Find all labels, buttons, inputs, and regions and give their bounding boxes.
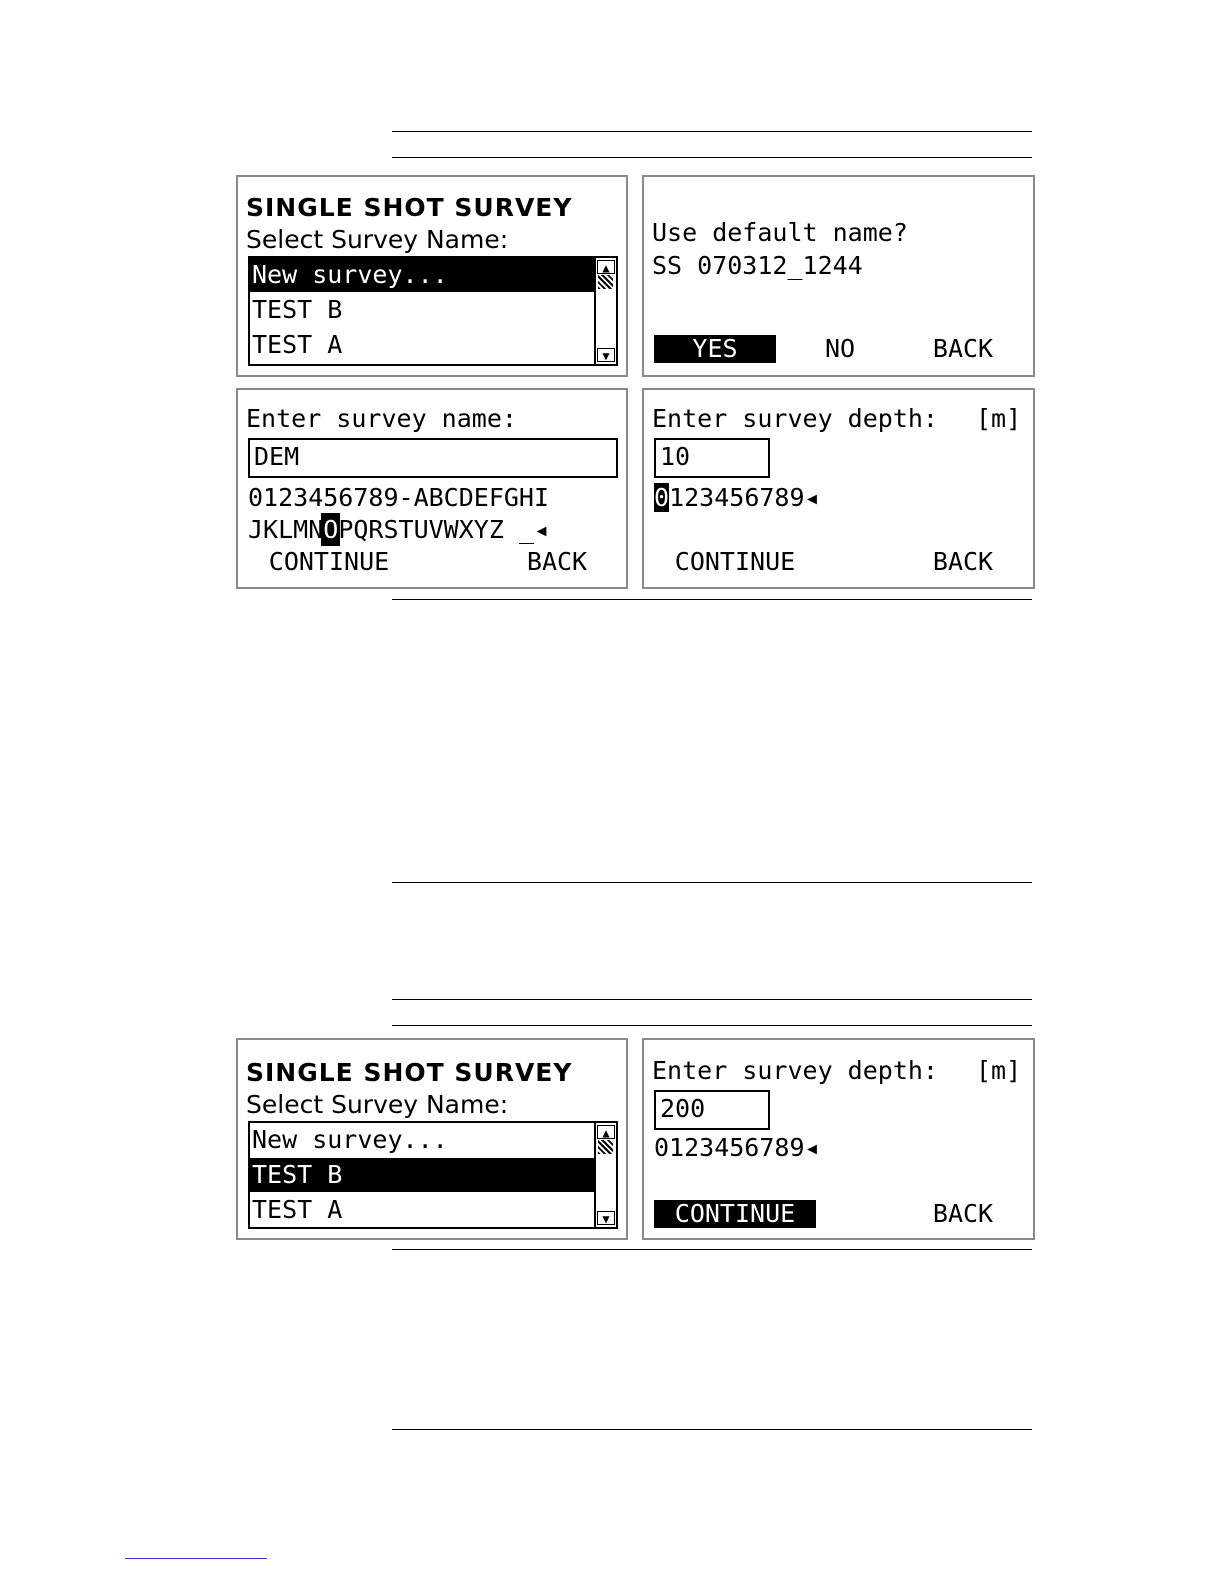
rule — [392, 1429, 1032, 1430]
depth-unit: [m] — [976, 1056, 1022, 1085]
enter-icon[interactable]: ◂ — [804, 1133, 820, 1162]
screen-title: SINGLE SHOT SURVEY — [246, 193, 573, 222]
list-item[interactable]: TEST B — [252, 295, 343, 324]
back-button[interactable]: BACK — [526, 547, 588, 576]
enter-depth-screen-2 — [642, 1038, 1035, 1240]
rule — [392, 157, 1032, 158]
select-survey-screen — [236, 175, 628, 377]
scroll-up-icon[interactable]: ▲ — [597, 260, 615, 274]
rule — [392, 1025, 1032, 1026]
scrollbar[interactable] — [594, 258, 616, 364]
continue-button[interactable]: CONTINUE — [268, 547, 390, 576]
enter-depth-screen — [642, 388, 1035, 589]
list-item[interactable]: TEST A — [252, 1195, 343, 1224]
enter-icon[interactable]: ◂ — [534, 515, 550, 544]
default-name-screen — [642, 175, 1035, 377]
digits: 0123456789 — [654, 1133, 805, 1162]
back-button[interactable]: BACK — [932, 547, 994, 576]
scroll-down-icon[interactable]: ▼ — [597, 348, 615, 362]
digit-row[interactable] — [654, 483, 820, 513]
chars-before: JKLMN — [248, 515, 324, 544]
survey-list[interactable] — [248, 256, 618, 366]
list-item[interactable]: TEST B — [250, 1158, 594, 1192]
selected-char[interactable]: O — [323, 515, 339, 544]
select-prompt: Select Survey Name: — [246, 225, 509, 254]
scrollbar[interactable] — [594, 1123, 616, 1227]
continue-button[interactable]: CONTINUE — [654, 1200, 816, 1228]
select-survey-screen-2 — [236, 1038, 628, 1240]
scroll-thumb[interactable] — [598, 275, 613, 289]
screen-title: SINGLE SHOT SURVEY — [246, 1058, 573, 1087]
default-name-value: SS 070312_1244 — [652, 251, 863, 280]
no-button[interactable]: NO — [824, 334, 856, 363]
survey-list[interactable] — [248, 1121, 618, 1229]
chars-after: PQRSTUVWXYZ _ — [338, 515, 534, 544]
continue-button[interactable]: CONTINUE — [674, 547, 796, 576]
rule — [392, 1249, 1032, 1250]
list-item[interactable]: New survey... — [250, 258, 594, 292]
list-item[interactable]: New survey... — [252, 1125, 448, 1154]
selected-digit[interactable]: 0 — [654, 483, 670, 512]
rule — [392, 131, 1032, 132]
depth-prompt: Enter survey depth: — [652, 404, 938, 433]
select-prompt: Select Survey Name: — [246, 1090, 509, 1119]
scroll-thumb[interactable] — [598, 1140, 613, 1154]
depth-input[interactable]: 10 — [654, 438, 770, 478]
survey-name-input[interactable]: DEM — [248, 438, 618, 478]
scroll-up-icon[interactable]: ▲ — [597, 1125, 615, 1139]
back-button[interactable]: BACK — [932, 1199, 994, 1228]
default-name-question: Use default name? — [652, 218, 908, 247]
digits: 123456789 — [669, 483, 805, 512]
rule — [392, 882, 1032, 883]
rule — [392, 999, 1032, 1000]
char-row-2[interactable] — [248, 515, 549, 545]
footnote-rule — [125, 1558, 267, 1559]
char-row-1[interactable]: 0123456789-ABCDEFGHI — [248, 483, 550, 512]
depth-input[interactable]: 200 — [654, 1090, 770, 1130]
list-item[interactable]: TEST A — [252, 330, 343, 359]
enter-icon[interactable]: ◂ — [804, 483, 820, 512]
scroll-down-icon[interactable]: ▼ — [597, 1211, 615, 1225]
back-button[interactable]: BACK — [932, 334, 994, 363]
yes-button[interactable]: YES — [654, 335, 776, 363]
enter-name-screen — [236, 388, 628, 589]
depth-unit: [m] — [976, 404, 1022, 433]
depth-prompt: Enter survey depth: — [652, 1056, 938, 1085]
name-prompt: Enter survey name: — [246, 404, 517, 433]
digit-row[interactable] — [654, 1133, 820, 1163]
rule — [392, 599, 1032, 600]
